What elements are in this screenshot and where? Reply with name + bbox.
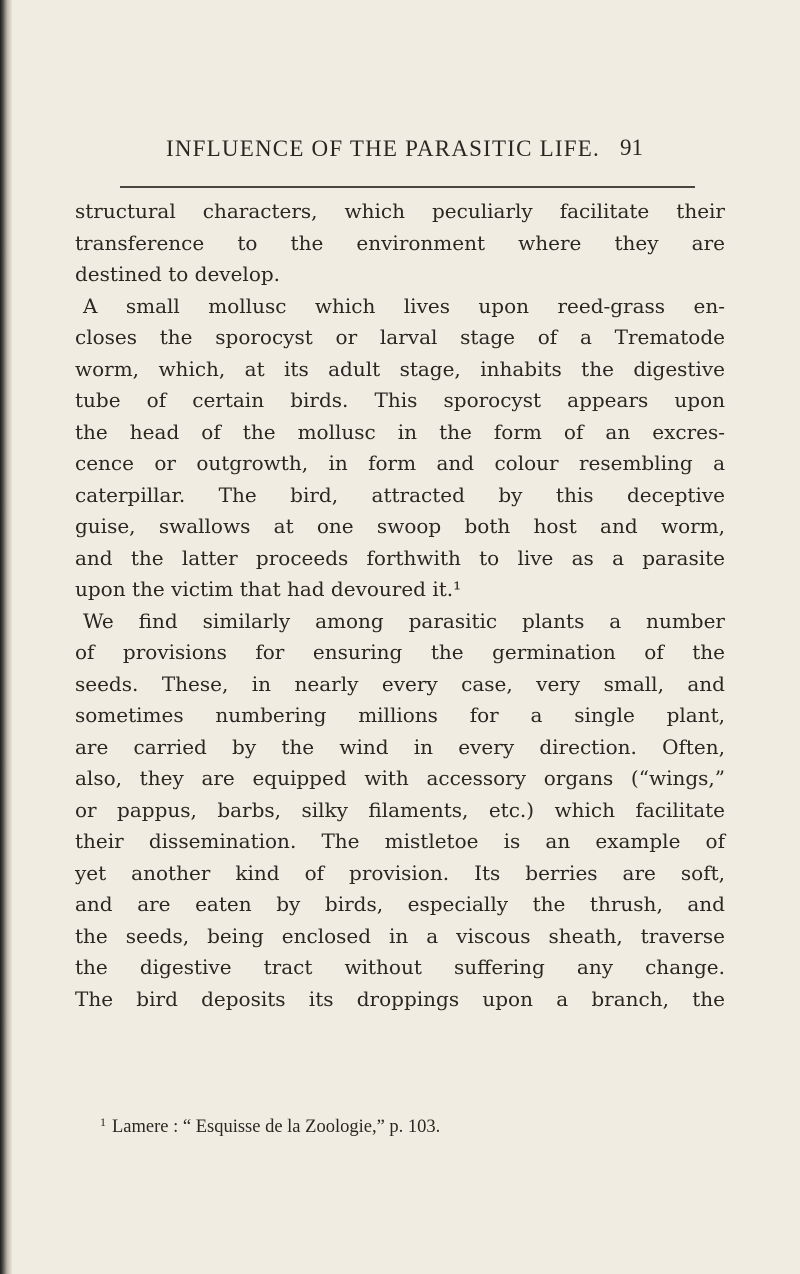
body-text (75, 196, 725, 1015)
text-line: caterpillar. The bird, attracted by this deceptive (75, 482, 725, 507)
text-line: the head of the mollusc in the form of an excres- (75, 419, 725, 444)
paragraph-3 (75, 606, 725, 1016)
running-head (0, 136, 800, 166)
text-line: the digestive tract without suffering any change. (75, 955, 725, 979)
text-line: their dissemination. The mistletoe is an example of (75, 829, 725, 853)
text-line: closes the sporocyst or larval stage of a Trematode (75, 325, 725, 349)
text-line: also, they are equipped with accessory organs (“wings,” (75, 766, 725, 790)
text-line: worm, which, at its adult stage, inhabits the digestive (75, 356, 725, 381)
running-head-title: INFLUENCE OF THE PARASITIC LIFE. (166, 136, 600, 161)
text-line: guise, swallows at one swoop both host and worm, (75, 514, 725, 538)
footnote (100, 1115, 440, 1138)
paragraph-2 (75, 291, 725, 606)
text-line: destined to develop. (75, 262, 281, 286)
text-line: cence or outgrowth, in form and colour resembling a (75, 451, 725, 475)
footnote-marker: 1 (100, 1115, 106, 1129)
header-rule (120, 186, 695, 188)
text-line: the seeds, being enclosed in a viscous sheath, traverse (75, 923, 725, 948)
text-line: upon the victim that had devoured it.¹ (75, 577, 462, 601)
text-line: are carried by the wind in every direction. Often, (75, 734, 725, 759)
page-number: 91 (620, 135, 643, 160)
text-line: of provisions for ensuring the germination of the (75, 640, 725, 664)
text-line: yet another kind of provision. Its berries are soft, (75, 860, 725, 885)
text-line: We find similarly among parasitic plants a number (83, 608, 725, 633)
text-line: seeds. These, in nearly every case, very small, and (75, 671, 725, 696)
text-line: structural characters, which peculiarly facilitate their (75, 199, 725, 223)
footnote-text: Lamere : “ Esquisse de la Zoologie,” p. 103. (112, 1117, 441, 1137)
text-line: tube of certain birds. This sporocyst appears upon (75, 388, 725, 412)
text-line: transference to the environment where they are (75, 230, 725, 255)
text-line: or pappus, barbs, silky filaments, etc.) which facilitate (75, 797, 725, 822)
text-line: A small mollusc which lives upon reed-grass en- (83, 293, 725, 318)
text-line: and the latter proceeds forthwith to live as a parasite (75, 545, 725, 570)
paragraph-1 (75, 196, 725, 291)
text-line: The bird deposits its droppings upon a branch, the (75, 986, 725, 1011)
text-line: sometimes numbering millions for a single plant, (75, 703, 725, 727)
text-line: and are eaten by birds, especially the thrush, and (75, 892, 725, 916)
